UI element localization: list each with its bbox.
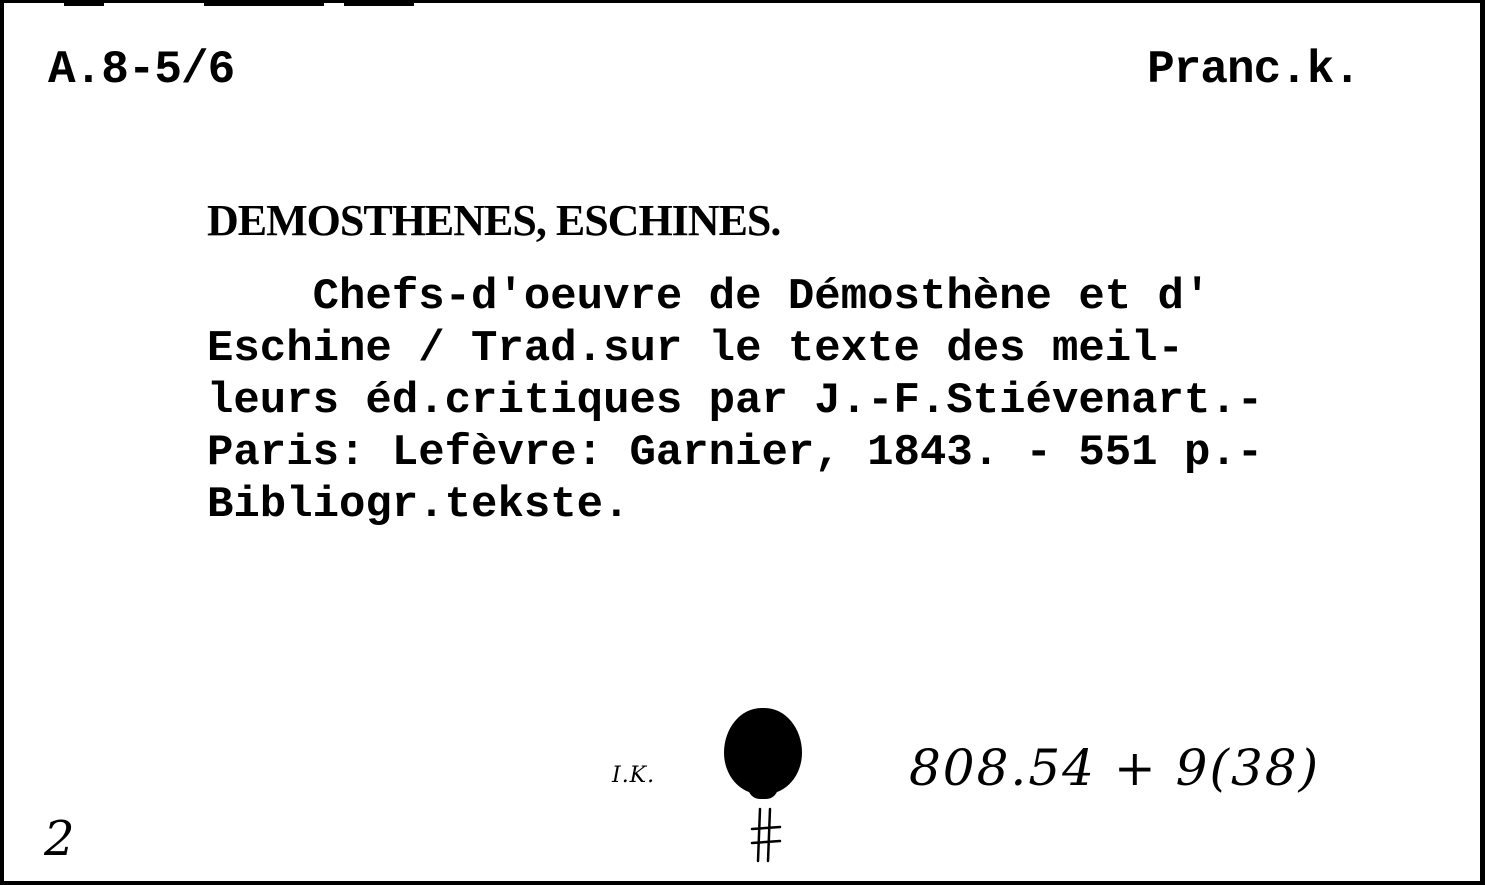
description-line: Eschine / Trad.sur le texte des meil- (207, 324, 1184, 374)
handwritten-copy-number: 2 (44, 811, 75, 867)
location-code: Pranc.k. (1147, 44, 1360, 96)
description-line: Chefs-d'oeuvre de Démosthène et d' (207, 272, 1211, 322)
top-edge-mark (204, 3, 324, 6)
handwritten-hash-icon (750, 807, 784, 863)
top-edge-mark (64, 3, 104, 6)
bibliographic-description (207, 271, 1263, 531)
top-edge-mark (344, 3, 414, 6)
shelfmark: A.8-5/6 (48, 44, 235, 96)
handwritten-ik-note: I.K. (612, 763, 656, 788)
author-heading: DEMOSTHENES, ESCHINES. (207, 196, 781, 245)
handwritten-classification: 808.54 + 9(38) (909, 739, 1321, 797)
punch-hole-stem (748, 773, 778, 799)
description-line: Bibliogr.tekste. (207, 480, 630, 530)
description-line: leurs éd.critiques par J.-F.Stiévenart.- (207, 376, 1264, 426)
description-line: Paris: Lefèvre: Garnier, 1843. - 551 p.- (207, 428, 1264, 478)
